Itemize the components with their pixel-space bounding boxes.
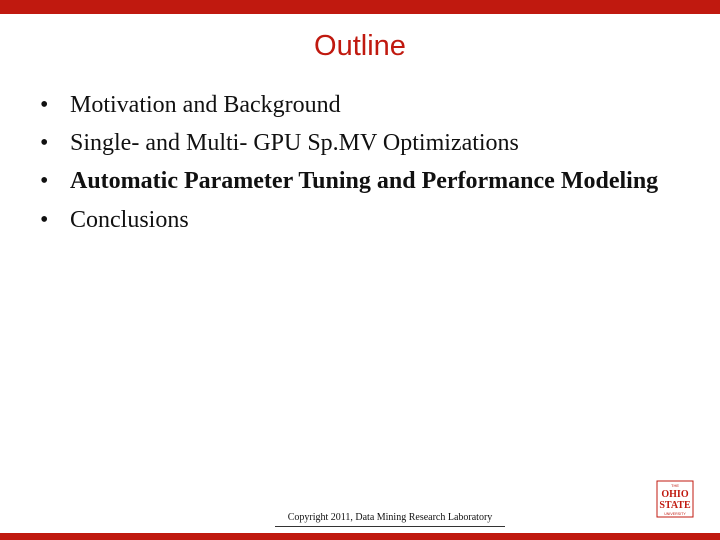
- top-accent-bar: [0, 0, 720, 14]
- bullet-item: [40, 205, 700, 235]
- bottom-accent-bar: [0, 533, 720, 540]
- bullet-text: Automatic Parameter Tuning and Performance Modeling: [70, 168, 659, 194]
- bullet-dot-icon: •: [40, 130, 49, 156]
- bullet-item: [40, 166, 700, 196]
- bullet-item: [40, 90, 700, 120]
- bullet-list: [40, 90, 700, 243]
- bullet-dot-icon: •: [40, 92, 49, 118]
- bullet-dot-icon: •: [40, 207, 49, 233]
- bullet-item: [40, 128, 700, 158]
- bullet-text: Conclusions: [70, 207, 189, 233]
- svg-text:OHIO: OHIO: [661, 489, 689, 500]
- ohio-state-logo-icon: [656, 480, 694, 518]
- bullet-dot-icon: •: [40, 168, 49, 194]
- footer-copyright: Copyright 2011, Data Mining Research Laboratory: [287, 512, 493, 523]
- bullet-text: Single- and Multi- GPU Sp.MV Optimizations: [70, 130, 519, 156]
- svg-text:STATE: STATE: [659, 500, 691, 511]
- svg-text:UNIVERSITY: UNIVERSITY: [664, 512, 686, 516]
- footer-underline: [275, 526, 505, 527]
- slide-title: Outline: [314, 30, 406, 62]
- bullet-text: Motivation and Background: [70, 92, 341, 118]
- svg-text:THE: THE: [671, 483, 679, 488]
